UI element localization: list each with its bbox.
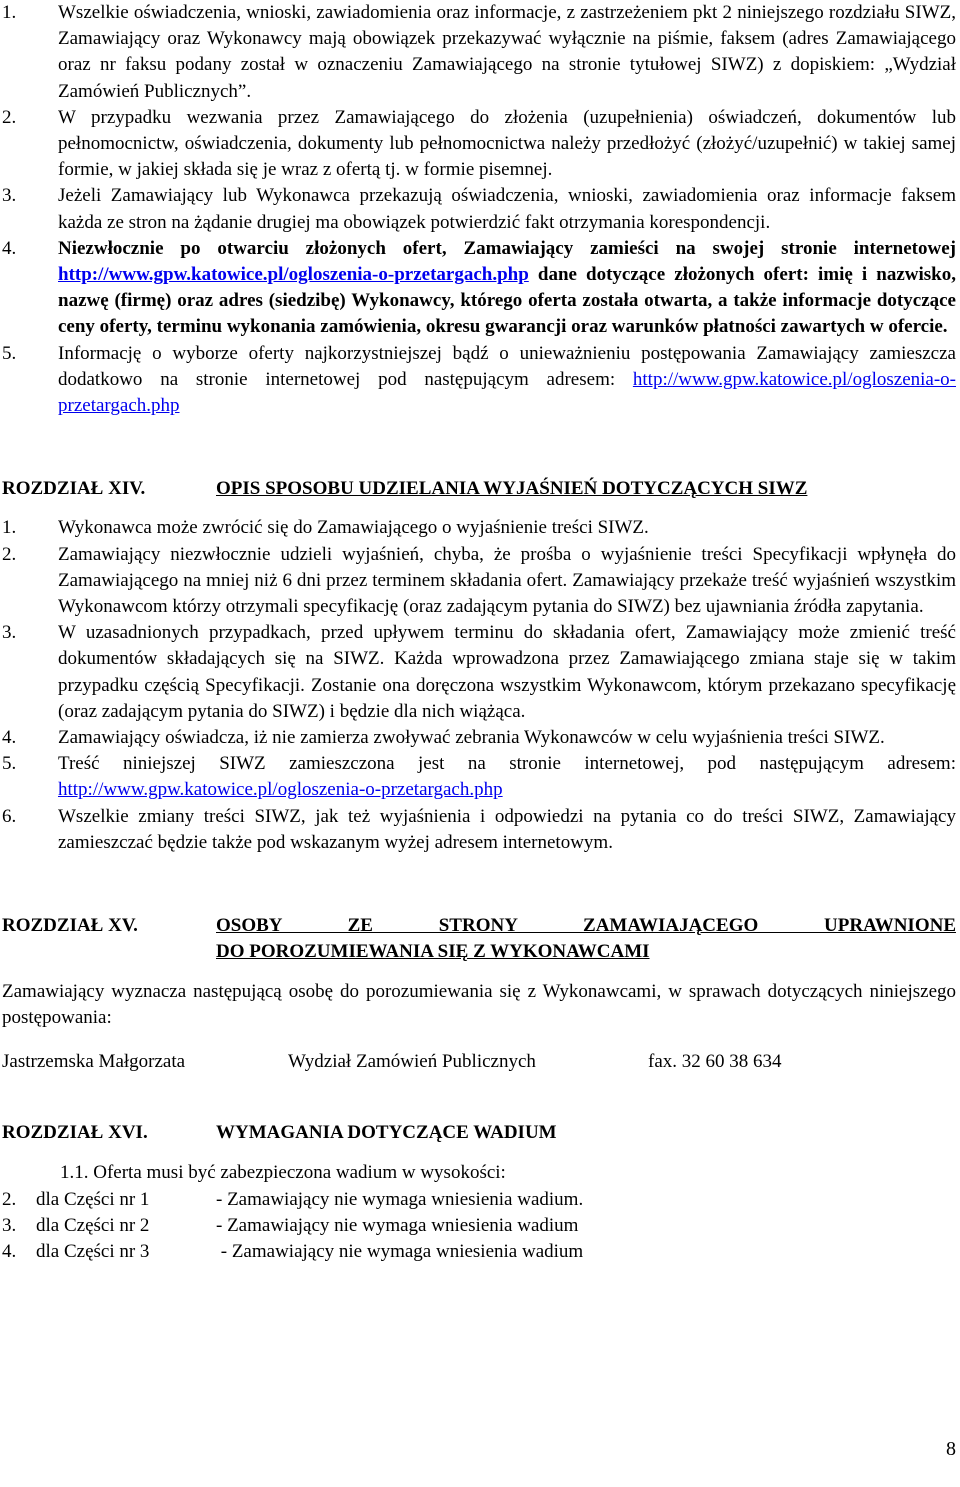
- item-text: [58, 751, 956, 803]
- siwz-link[interactable]: http://www.gpw.katowice.pl/ogloszenia-o-przetargach.php: [58, 779, 503, 801]
- wadium-list: [2, 1187, 956, 1266]
- contact-department: Wydział Zamówień Publicznych: [288, 1050, 536, 1072]
- item-text: Jeżeli Zamawiający lub Wykonawca przekazują oświadczenia, wnioski, zawiadomienia oraz informacje faksem każda ze stron na żądanie drugiej ma obowiązek potwierdzić fakt otrzymania korespondencji.: [58, 185, 956, 233]
- item-number: 4.: [2, 1240, 17, 1262]
- item-text: Wszelkie zmiany treści SIWZ, jak też wyjaśnienia i odpowiedzi na pytania co do treści SIWZ, Zamawiający zamieszczać będzie także pod wskazanym wyżej adresem internetowym.: [58, 805, 956, 853]
- item-text: W uzasadnionych przypadkach, przed upływem terminu do składania ofert, Zamawiający może zmienić treść dokumentów składających się na SIWZ. Każda wprowadzona przez Zamawiającego zmiana staje się w takim przypadku częścią Specyfikacji. Zostanie ona doręczona wszystkim Wykonawcom, którym przekazano specyfikację (oraz zadającym pytania do SIWZ) i będzie dla nich wiążąca.: [58, 622, 956, 722]
- item-part: dla Części nr 3: [36, 1240, 150, 1262]
- item-text: Wykonawca może zwrócić się do Zamawiającego o wyjaśnienie treści SIWZ.: [58, 517, 649, 539]
- item-text: Wszelkie oświadczenia, wnioski, zawiadomienia oraz informacje, z zastrzeżeniem pkt 2 niniejszego rozdziału SIWZ, Zamawiający oraz Wykonawcy mają obowiązek przekazywać wyłącznie na piśmie, faksem (adres Zamawiającego oraz nr faksu podany został w oznaczeniu Zamawiającego na stronie tytułowej SIWZ) z dopiskiem: „Wydział Zamówień Publicznych”.: [58, 2, 956, 102]
- item-number: 6.: [2, 805, 17, 827]
- item-number: 4.: [2, 237, 17, 259]
- section-xiii-list: [2, 0, 956, 419]
- subitem-number: 1.1.: [60, 1162, 89, 1184]
- item-text-after: dane dotyczące złożonych ofert: imię i nazwisko, nazwę (firmę) oraz adres (siedzibę) Wykonawcy, którego oferta została otwarta, a także informacje dotyczące ceny oferty, terminu wykonania zamówienia, okresu gwarancji oraz warunków płatności zawartych w ofercie.: [58, 264, 956, 338]
- section-xv-heading: [2, 913, 956, 965]
- item-text: [58, 341, 956, 420]
- section-xvi-heading: [2, 1120, 956, 1146]
- item-text: Zamawiający oświadcza, iż nie zamierza zwoływać zebrania Wykonawców w celu wyjaśnienia treści SIWZ.: [58, 727, 885, 749]
- list-item: [2, 515, 956, 541]
- section-label: ROZDZIAŁ XV.: [2, 915, 138, 937]
- list-item: [2, 341, 956, 420]
- item-number: 2.: [2, 1188, 17, 1210]
- contact-fax: fax. 32 60 38 634: [648, 1050, 782, 1072]
- item-number: 1.: [2, 517, 17, 539]
- list-item: [2, 620, 956, 725]
- item-number: 1.: [2, 2, 17, 23]
- list-item: [2, 1187, 956, 1213]
- item-number: 2.: [2, 106, 17, 128]
- item-number: 5.: [2, 753, 17, 775]
- list-item: [2, 1239, 956, 1265]
- item-number: 3.: [2, 185, 17, 207]
- item-text: - Zamawiający nie wymaga wniesienia wadium: [216, 1240, 584, 1262]
- item-number: 5.: [2, 342, 17, 364]
- item-text: Zamawiający niezwłocznie udzieli wyjaśnień, chyba, że prośba o wyjaśnienie treści Specyfikacji wpłynęła do Zamawiającego na mniej niż 6 dni przez terminem składania ofert. Zamawiający przekaże treść wyjaśnień wszystkim Wykonawcom którzy otrzymali specyfikację (oraz zadającym pytania do SIWZ) bez ujawniania źródła zapytania.: [58, 543, 956, 618]
- page-number: 8: [946, 1438, 956, 1460]
- list-item: [2, 0, 956, 105]
- offers-link[interactable]: http://www.gpw.katowice.pl/ogloszenia-o-przetargach.php: [58, 264, 529, 286]
- section-xv-paragraph: Zamawiający wyznacza następującą osobę do porozumiewania się z Wykonawcami, w sprawach dotyczących niniejszego postępowania:: [2, 980, 956, 1028]
- section-label: ROZDZIAŁ XVI.: [2, 1122, 148, 1144]
- section-xiv-heading: [2, 476, 956, 502]
- item-part: dla Części nr 1: [36, 1188, 150, 1210]
- list-item: [2, 804, 956, 856]
- item-text: - Zamawiający nie wymaga wniesienia wadium.: [216, 1188, 584, 1210]
- section-title-line-2: DO POROZUMIEWANIA SIĘ Z WYKONAWCAMI: [216, 941, 650, 963]
- item-text: W przypadku wezwania przez Zamawiającego do złożenia (uzupełnienia) oświadczeń, dokumentów lub pełnomocnictw, oświadczenia, dokumenty lub pełnomocnictwa należy przedłożyć (złożyć/uzupełnić) w takiej samej formie, w jakiej składa się je wraz z ofertą tj. w formie pisemnej.: [58, 106, 956, 181]
- list-item: [2, 542, 956, 621]
- item-number: 3.: [2, 1214, 17, 1236]
- item-text: - Zamawiający nie wymaga wniesienia wadium: [216, 1214, 579, 1236]
- list-item: [2, 751, 956, 803]
- list-item: [2, 236, 956, 341]
- list-item: [2, 183, 956, 235]
- subitem-text: Oferta musi być zabezpieczona wadium w wysokości:: [93, 1162, 506, 1184]
- item-number: 3.: [2, 622, 17, 644]
- list-item: [2, 725, 956, 751]
- contact-name: Jastrzemska Małgorzata: [2, 1050, 186, 1072]
- item-number: 2.: [2, 543, 17, 565]
- item-part: dla Części nr 2: [36, 1214, 150, 1236]
- item-text: [58, 236, 956, 341]
- document-page: [2, 0, 956, 1265]
- item-text-before: Niezwłocznie po otwarciu złożonych ofert, Zamawiający zamieści na swojej stronie internetowej: [58, 237, 956, 259]
- item-text-before: Treść niniejszej SIWZ zamieszczona jest na stronie internetowej, pod następującym adresem:: [58, 753, 956, 775]
- item-number: 4.: [2, 727, 17, 749]
- list-item: [2, 105, 956, 184]
- contact-row: [2, 1049, 956, 1075]
- section-xiv-list: [2, 515, 956, 856]
- item-text-before: Informację o wyborze oferty najkorzystniejszej bądź o unieważnieniu postępowania Zamawiający zamieszcza dodatkowo na stronie internetowej pod następującym adresem:: [58, 342, 956, 390]
- section-title: OPIS SPOSOBU UDZIELANIA WYJAŚNIEŃ DOTYCZĄCYCH SIWZ: [216, 478, 808, 500]
- list-item: [2, 1213, 956, 1239]
- wadium-subitem: [2, 1160, 956, 1186]
- section-title: [216, 913, 956, 965]
- section-label: ROZDZIAŁ XIV.: [2, 478, 146, 500]
- section-title-line-1: OSOBY ZE STRONY ZAMAWIAJĄCEGO UPRAWNIONE: [216, 915, 956, 937]
- section-title: WYMAGANIA DOTYCZĄCE WADIUM: [216, 1122, 557, 1144]
- results-link[interactable]: http://www.gpw.katowice.pl/ogloszenia-o-przetargach.php: [58, 368, 956, 417]
